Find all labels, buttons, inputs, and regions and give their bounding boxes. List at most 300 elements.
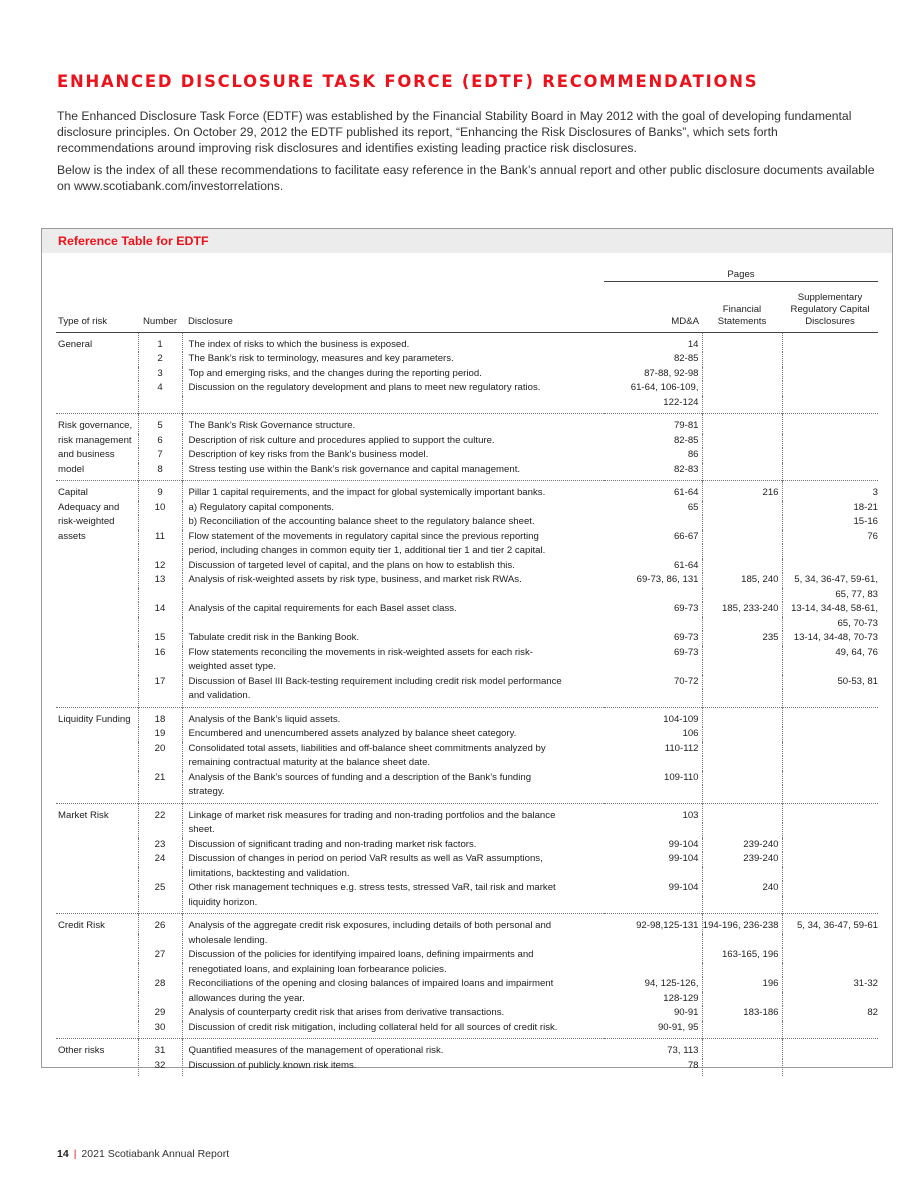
mda-pages-cell: 87-88, 92-98	[604, 367, 702, 382]
supplementary-pages-cell: 49, 64, 76	[835, 646, 879, 658]
disclosure-cell: allowances during the year.	[188, 992, 305, 1004]
fs-pages-cell	[702, 1021, 782, 1039]
disclosure-cell: Quantified measures of the management of operational risk.	[188, 1045, 444, 1056]
mda-pages-cell	[604, 823, 702, 838]
supplementary-pages-cell	[782, 463, 878, 481]
table-row	[56, 914, 878, 934]
fs-pages-cell	[702, 771, 782, 786]
intro-paragraph-2: Below is the index of all these recommendations to facilitate easy reference in the Bank’s annual report and other public disclosure documents available on www.scotiabank.com/investorrelations.	[57, 163, 875, 193]
table-row	[56, 660, 878, 675]
mda-pages-cell: 78	[604, 1059, 702, 1077]
mda-pages-cell	[604, 896, 702, 914]
disclosure-cell: The Bank’s Risk Governance structure.	[188, 420, 356, 431]
mda-pages-cell	[604, 756, 702, 771]
supplementary-pages-cell: 5, 34, 36-47, 59-61	[796, 920, 879, 931]
fs-pages-cell	[702, 675, 782, 690]
table-row	[56, 414, 878, 434]
fs-pages-cell: 216	[702, 481, 782, 501]
supplementary-pages-cell	[782, 896, 878, 914]
table-row	[56, 867, 878, 882]
risk-cell: Market Risk	[56, 803, 138, 823]
risk-cell	[56, 381, 138, 396]
disclosure-cell: remaining contractual maturity at the balance sheet date.	[188, 757, 431, 768]
disclosure-cell: Consolidated total assets, liabilities and off-balance sheet commitments analyzed by	[188, 742, 546, 754]
fs-pages-cell	[702, 381, 782, 396]
risk-cell	[56, 977, 138, 992]
number-cell: 15	[138, 631, 182, 646]
risk-cell	[56, 602, 138, 617]
fs-pages-cell	[702, 559, 782, 574]
fs-pages-cell	[702, 660, 782, 675]
fs-pages-cell	[702, 785, 782, 803]
fs-pages-cell	[702, 823, 782, 838]
disclosure-cell: Analysis of the Bank’s sources of funding and a description of the Bank’s funding	[188, 771, 532, 783]
supplementary-pages-cell	[782, 689, 878, 707]
supplementary-pages-cell	[782, 934, 878, 949]
footer-separator: |	[73, 1148, 77, 1160]
disclosure-cell: Discussion of Basel III Back-testing requirement including credit risk model performance	[188, 675, 562, 687]
number-cell	[138, 689, 182, 707]
fs-pages-cell	[702, 896, 782, 914]
edtf-table	[56, 261, 878, 1076]
table-row	[56, 852, 878, 867]
supplementary-pages-cell	[782, 414, 878, 434]
fs-pages-cell: 185, 233-240	[702, 602, 782, 617]
fs-pages-cell	[702, 544, 782, 559]
disclosure-cell: Flow statements reconciling the movements in risk-weighted assets for each risk-	[188, 646, 533, 658]
fs-pages-cell	[702, 727, 782, 742]
table-row	[56, 501, 878, 516]
supplementary-pages-cell	[782, 771, 878, 786]
risk-cell	[56, 771, 138, 786]
mda-pages-cell	[604, 689, 702, 707]
risk-group	[56, 914, 878, 1039]
risk-cell: risk management	[56, 434, 138, 449]
risk-cell: model	[56, 463, 138, 481]
table-row	[56, 881, 878, 896]
fs-pages-cell	[702, 1039, 782, 1059]
col-header-risk: Type of risk	[56, 281, 138, 332]
risk-cell: Credit Risk	[56, 914, 138, 934]
table-row	[56, 515, 878, 530]
mda-pages-cell	[604, 785, 702, 803]
fs-pages-cell	[702, 742, 782, 757]
table-row	[56, 742, 878, 757]
supplementary-pages-cell	[782, 332, 878, 352]
mda-pages-cell: 14	[604, 332, 702, 352]
mda-pages-cell	[604, 617, 702, 632]
number-cell: 31	[138, 1039, 182, 1059]
fs-pages-cell	[702, 530, 782, 545]
disclosure-cell: Analysis of risk-weighted assets by risk type, business, and market risk RWAs.	[188, 574, 522, 585]
disclosure-cell: sheet.	[188, 824, 215, 835]
number-cell: 10	[138, 501, 182, 516]
supplementary-pages-cell	[782, 396, 878, 414]
number-cell: 21	[138, 771, 182, 786]
col-header-number: Number	[138, 281, 182, 332]
disclosure-cell: Discussion of targeted level of capital, and the plans on how to establish this.	[188, 559, 515, 571]
table-row	[56, 544, 878, 559]
table-row	[56, 675, 878, 690]
supplementary-pages-cell	[782, 544, 878, 559]
risk-cell	[56, 689, 138, 707]
mda-pages-cell: 61-64	[604, 481, 702, 501]
risk-cell	[56, 544, 138, 559]
table-row	[56, 823, 878, 838]
disclosure-cell: Description of risk culture and procedures applied to support the culture.	[188, 434, 495, 446]
number-cell: 23	[138, 838, 182, 853]
disclosure-cell: and validation.	[188, 690, 251, 701]
mda-pages-cell: 104-109	[604, 707, 702, 727]
supplementary-pages-cell	[782, 823, 878, 838]
disclosure-cell: Discussion of significant trading and non-trading market risk factors.	[188, 838, 477, 850]
supplementary-pages-cell	[782, 756, 878, 771]
supplementary-pages-cell: 13-14, 34-48, 70-73	[793, 632, 879, 643]
number-cell: 28	[138, 977, 182, 992]
table-row	[56, 689, 878, 707]
fs-pages-cell	[702, 934, 782, 949]
risk-cell: risk-weighted	[56, 515, 138, 530]
disclosure-cell	[182, 588, 604, 603]
fs-pages-cell	[702, 396, 782, 414]
risk-group	[56, 414, 878, 481]
number-cell	[138, 617, 182, 632]
col-header-financial-statements: Financial Statements	[702, 281, 782, 332]
supplementary-pages-cell	[782, 742, 878, 757]
fs-pages-cell: 163-165, 196	[702, 948, 782, 963]
number-cell: 20	[138, 742, 182, 757]
table-row	[56, 707, 878, 727]
number-cell: 26	[138, 914, 182, 934]
footer-report-title: 2021 Scotiabank Annual Report	[81, 1148, 230, 1160]
panel-heading: Reference Table for EDTF	[42, 229, 892, 253]
col-header-disclosure: Disclosure	[182, 281, 604, 332]
number-cell: 32	[138, 1059, 182, 1077]
disclosure-cell: wholesale lending.	[188, 934, 268, 946]
number-cell: 11	[138, 530, 182, 545]
number-cell: 30	[138, 1021, 182, 1039]
number-cell: 27	[138, 948, 182, 963]
supplementary-pages-cell: 65, 77, 83	[835, 588, 879, 600]
risk-group	[56, 1039, 878, 1077]
table-row	[56, 1006, 878, 1021]
table-row	[56, 977, 878, 992]
mda-pages-cell	[604, 934, 702, 949]
table-row	[56, 481, 878, 501]
mda-pages-cell	[604, 963, 702, 978]
fs-pages-cell: 239-240	[702, 838, 782, 853]
number-cell: 12	[138, 559, 182, 574]
table-row	[56, 631, 878, 646]
risk-cell	[56, 963, 138, 978]
page-number: 14	[57, 1148, 69, 1160]
supplementary-pages-cell	[782, 448, 878, 463]
disclosure-cell: Discussion of the policies for identifying impaired loans, defining impairments and	[188, 949, 534, 960]
fs-pages-cell	[702, 646, 782, 661]
mda-pages-cell	[604, 660, 702, 675]
table-row	[56, 617, 878, 632]
table-row	[56, 1039, 878, 1059]
fs-pages-cell: 240	[702, 881, 782, 896]
fs-pages-cell	[702, 992, 782, 1007]
supplementary-pages-cell	[782, 881, 878, 896]
disclosure-cell: The index of risks to which the business is exposed.	[188, 338, 410, 350]
table-row	[56, 573, 878, 588]
mda-pages-cell: 103	[604, 803, 702, 823]
mda-pages-cell: 82-85	[604, 352, 702, 367]
supplementary-pages-cell	[782, 1059, 878, 1077]
risk-cell	[56, 1059, 138, 1077]
supplementary-pages-cell	[782, 803, 878, 823]
mda-pages-cell: 99-104	[604, 881, 702, 896]
disclosure-cell: Linkage of market risk measures for trading and non-trading portfolios and the balance	[188, 809, 556, 821]
supplementary-pages-cell	[782, 1021, 878, 1039]
risk-cell	[56, 367, 138, 382]
mda-pages-cell: 90-91	[604, 1006, 702, 1021]
table-row	[56, 803, 878, 823]
fs-pages-cell: 239-240	[702, 852, 782, 867]
disclosure-cell: period, including changes in common equity tier 1, additional tier 1 and tier 2 capital.	[188, 545, 546, 556]
risk-cell	[56, 823, 138, 838]
supplementary-pages-cell: 50-53, 81	[837, 675, 879, 687]
fs-pages-cell	[702, 463, 782, 481]
supplementary-pages-cell	[782, 660, 878, 675]
supplementary-pages-cell: 5, 34, 36-47, 59-61,	[794, 574, 879, 585]
number-cell: 9	[138, 481, 182, 501]
number-cell: 22	[138, 803, 182, 823]
number-cell: 25	[138, 881, 182, 896]
table-row	[56, 934, 878, 949]
fs-pages-cell	[702, 617, 782, 632]
supplementary-pages-cell	[782, 352, 878, 367]
disclosure-cell: limitations, backtesting and validation.	[188, 867, 350, 879]
disclosure-cell: Discussion of publicly known risk items.	[188, 1059, 357, 1071]
fs-pages-cell: 194-196, 236-238	[702, 914, 782, 934]
mda-pages-cell: 79-81	[604, 414, 702, 434]
number-cell	[138, 660, 182, 675]
number-cell: 6	[138, 434, 182, 449]
risk-cell: Capital	[56, 481, 138, 501]
risk-cell	[56, 617, 138, 632]
risk-cell	[56, 756, 138, 771]
fs-pages-cell	[702, 367, 782, 382]
risk-cell	[56, 1021, 138, 1039]
mda-pages-cell: 70-72	[604, 675, 702, 690]
fs-pages-cell	[702, 756, 782, 771]
risk-group	[56, 481, 878, 708]
risk-cell	[56, 588, 138, 603]
disclosure-cell: Flow statement of the movements in regulatory capital since the previous reporting	[188, 530, 539, 542]
number-cell	[138, 896, 182, 914]
risk-group	[56, 707, 878, 803]
fs-pages-cell	[702, 963, 782, 978]
table-row	[56, 838, 878, 853]
disclosure-cell: b) Reconciliation of the accounting balance sheet to the regulatory balance sheet.	[188, 516, 535, 527]
table-row	[56, 646, 878, 661]
fs-pages-cell	[702, 352, 782, 367]
supplementary-pages-cell	[782, 785, 878, 803]
supplementary-pages-cell: 18-21	[853, 501, 879, 513]
risk-cell	[56, 852, 138, 867]
disclosure-cell	[182, 396, 604, 414]
table-row	[56, 448, 878, 463]
mda-pages-cell: 109-110	[604, 771, 702, 786]
mda-pages-cell: 128-129	[604, 992, 702, 1007]
table-row	[56, 771, 878, 786]
risk-cell	[56, 660, 138, 675]
mda-pages-cell	[604, 867, 702, 882]
supplementary-pages-cell	[782, 707, 878, 727]
number-cell: 13	[138, 573, 182, 588]
fs-pages-cell	[702, 414, 782, 434]
supplementary-pages-cell	[782, 367, 878, 382]
mda-pages-cell: 90-91, 95	[604, 1021, 702, 1039]
col-header-supplementary: Supplementary Regulatory Capital Disclosures	[782, 281, 878, 332]
number-cell	[138, 867, 182, 882]
table-row	[56, 530, 878, 545]
mda-pages-cell: 66-67	[604, 530, 702, 545]
fs-pages-cell	[702, 707, 782, 727]
supplementary-pages-cell	[782, 992, 878, 1007]
number-cell: 19	[138, 727, 182, 742]
risk-cell	[56, 396, 138, 414]
number-cell	[138, 515, 182, 530]
number-cell: 17	[138, 675, 182, 690]
risk-cell: Adequacy and	[56, 501, 138, 516]
table-row	[56, 1021, 878, 1039]
supplementary-pages-cell	[782, 963, 878, 978]
mda-pages-cell: 61-64, 106-109,	[604, 381, 702, 396]
table-row	[56, 896, 878, 914]
risk-cell	[56, 992, 138, 1007]
risk-cell: General	[56, 332, 138, 352]
risk-cell	[56, 646, 138, 661]
col-header-mda: MD&A	[604, 281, 702, 332]
table-row	[56, 381, 878, 396]
fs-pages-cell: 235	[702, 631, 782, 646]
risk-cell	[56, 867, 138, 882]
mda-pages-cell: 110-112	[604, 742, 702, 757]
disclosure-cell: Stress testing use within the Bank’s risk governance and capital management.	[188, 463, 521, 475]
supplementary-pages-cell	[782, 434, 878, 449]
table-row	[56, 727, 878, 742]
number-cell: 7	[138, 448, 182, 463]
table-row	[56, 396, 878, 414]
intro-paragraph-1: The Enhanced Disclosure Task Force (EDTF) was established by the Financial Stability Board in May 2012 with the goal of developing fundamental disclosure principles. On October 29, 2012 the EDTF published its report, “Enhancing the Risk Disclosures of Banks”, which sets forth recommendations around improving risk disclosures and identifies existing leading practice risk disclosures.	[57, 109, 852, 155]
mda-pages-cell: 69-73	[604, 631, 702, 646]
disclosure-cell: renegotiated loans, and explaining loan forbearance policies.	[188, 963, 447, 975]
table-row	[56, 588, 878, 603]
mda-pages-cell: 122-124	[604, 396, 702, 414]
risk-cell	[56, 559, 138, 574]
mda-pages-cell: 92-98,125-131	[604, 914, 702, 934]
fs-pages-cell	[702, 689, 782, 707]
mda-pages-cell: 73, 113	[604, 1039, 702, 1059]
risk-group	[56, 803, 878, 914]
mda-pages-cell: 86	[604, 448, 702, 463]
mda-pages-cell: 99-104	[604, 852, 702, 867]
risk-cell	[56, 838, 138, 853]
risk-cell	[56, 881, 138, 896]
number-cell	[138, 823, 182, 838]
disclosure-cell: Analysis of counterparty credit risk that arises from derivative transactions.	[188, 1007, 505, 1018]
number-cell: 2	[138, 352, 182, 367]
mda-pages-cell	[604, 544, 702, 559]
mda-pages-cell	[604, 515, 702, 530]
disclosure-cell: a) Regulatory capital components.	[188, 501, 335, 513]
number-cell	[138, 785, 182, 803]
fs-pages-cell	[702, 803, 782, 823]
table-row	[56, 948, 878, 963]
fs-pages-cell	[702, 515, 782, 530]
table-row	[56, 434, 878, 449]
mda-pages-cell: 99-104	[604, 838, 702, 853]
fs-pages-cell: 196	[702, 977, 782, 992]
risk-cell	[56, 675, 138, 690]
supplementary-pages-cell	[782, 1039, 878, 1059]
disclosure-cell: Encumbered and unencumbered assets analyzed by balance sheet category.	[188, 728, 517, 739]
number-cell: 24	[138, 852, 182, 867]
risk-cell	[56, 352, 138, 367]
risk-cell	[56, 948, 138, 963]
disclosure-cell: Reconciliations of the opening and closing balances of impaired loans and impairment	[188, 978, 554, 989]
fs-pages-cell	[702, 332, 782, 352]
mda-pages-cell	[604, 588, 702, 603]
risk-cell: Risk governance,	[56, 414, 138, 434]
number-cell: 29	[138, 1006, 182, 1021]
risk-cell	[56, 742, 138, 757]
risk-cell	[56, 631, 138, 646]
number-cell: 18	[138, 707, 182, 727]
table-row	[56, 367, 878, 382]
number-cell	[138, 396, 182, 414]
disclosure-cell: Analysis of the capital requirements for each Basel asset class.	[188, 603, 457, 614]
disclosure-cell: Top and emerging risks, and the changes during the reporting period.	[188, 367, 482, 379]
disclosure-cell: Discussion of changes in period on period VaR results as well as VaR assumptions,	[188, 853, 543, 864]
supplementary-pages-cell: 82	[867, 1007, 879, 1018]
number-cell: 4	[138, 381, 182, 396]
pages-header: Pages	[604, 261, 878, 281]
page-footer	[57, 1148, 229, 1160]
supplementary-pages-cell: 13-14, 34-48, 58-61,	[791, 603, 879, 614]
disclosure-cell: Other risk management techniques e.g. stress tests, stressed VaR, tail risk and market	[188, 882, 556, 893]
fs-pages-cell	[702, 501, 782, 516]
number-cell: 3	[138, 367, 182, 382]
supplementary-pages-cell: 15-16	[853, 516, 879, 527]
page-title: ENHANCED DISCLOSURE TASK FORCE (EDTF) RECOMMENDATIONS	[57, 72, 759, 91]
table-row	[56, 352, 878, 367]
table-row	[56, 963, 878, 978]
table-row	[56, 602, 878, 617]
mda-pages-cell: 69-73	[604, 602, 702, 617]
risk-cell	[56, 573, 138, 588]
supplementary-pages-cell	[782, 867, 878, 882]
risk-cell: and business	[56, 448, 138, 463]
disclosure-cell: strategy.	[188, 786, 225, 797]
table-row	[56, 756, 878, 771]
number-cell	[138, 544, 182, 559]
disclosure-cell: Tabulate credit risk in the Banking Book.	[188, 632, 360, 643]
supplementary-pages-cell: 76	[867, 530, 879, 542]
supplementary-pages-cell	[782, 559, 878, 574]
mda-pages-cell: 69-73	[604, 646, 702, 661]
fs-pages-cell: 183-186	[702, 1006, 782, 1021]
number-cell: 8	[138, 463, 182, 481]
risk-group	[56, 332, 878, 414]
number-cell: 16	[138, 646, 182, 661]
supplementary-pages-cell: 3	[872, 487, 879, 498]
risk-cell	[56, 727, 138, 742]
